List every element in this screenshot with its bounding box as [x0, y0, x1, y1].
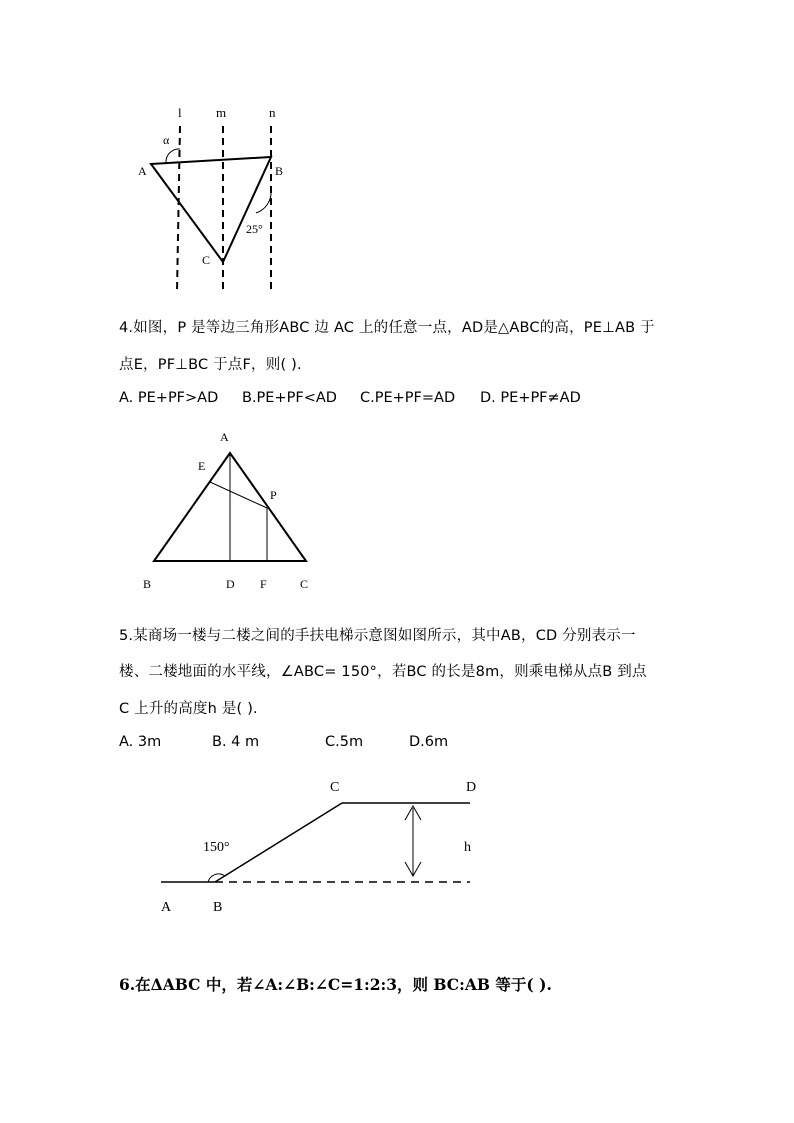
q5-text-line3: C 上升的高度h 是( ). [119, 701, 258, 717]
label-m: m [216, 105, 227, 120]
label-c: C [300, 577, 309, 591]
q4-text-line1: 4.如图，P 是等边三角形ABC 边 AC 上的任意一点，AD是△ABC的高，PE⊥AB 于 [119, 320, 655, 336]
q5-option-c: C.5m [325, 734, 364, 750]
label-h: h [464, 840, 471, 855]
q4-option-a: A. PE+PF>AD [119, 390, 219, 406]
label-f: F [260, 577, 267, 591]
label-150-degree: 150° [203, 840, 230, 855]
label-a: A [138, 164, 147, 178]
q4-option-d: D. PE+PF≠AD [480, 390, 581, 406]
q5-option-b: B. 4 m [212, 734, 260, 750]
label-b: B [275, 164, 284, 178]
q5-text-line2: 楼、二楼地面的水平线，∠ABC= 150°，若BC 的长是8m，则乘电梯从点B 到点 [119, 664, 647, 680]
label-b: B [213, 900, 223, 915]
label-l: l [178, 105, 182, 120]
q5-option-d: D.6m [409, 734, 449, 750]
escalator-bc [215, 803, 342, 882]
label-c: C [330, 780, 340, 795]
label-e: E [198, 459, 206, 473]
q4-option-b: B.PE+PF<AD [242, 390, 337, 406]
label-a: A [220, 430, 229, 444]
label-d: D [226, 577, 235, 591]
label-d: D [466, 780, 477, 795]
q4-text-line2: 点E，PF⊥BC 于点F，则( ). [119, 357, 302, 373]
label-n: n [269, 105, 276, 120]
label-25-degree: 25° [246, 222, 263, 236]
label-p: P [270, 488, 277, 502]
q6-text: 6.在ΔABC 中，若∠A:∠B:∠C=1:2:3，则 BC:AB 等于( ). [119, 975, 552, 994]
q5-option-a: A. 3m [119, 734, 162, 750]
label-alpha: α [163, 133, 170, 147]
q5-text-line1: 5.某商场一楼与二楼之间的手扶电梯示意图如图所示，其中AB，CD 分别表示一 [119, 628, 636, 644]
q4-option-c: C.PE+PF=AD [360, 390, 456, 406]
label-b: B [143, 577, 152, 591]
label-c: C [202, 253, 211, 267]
label-a: A [161, 900, 172, 915]
